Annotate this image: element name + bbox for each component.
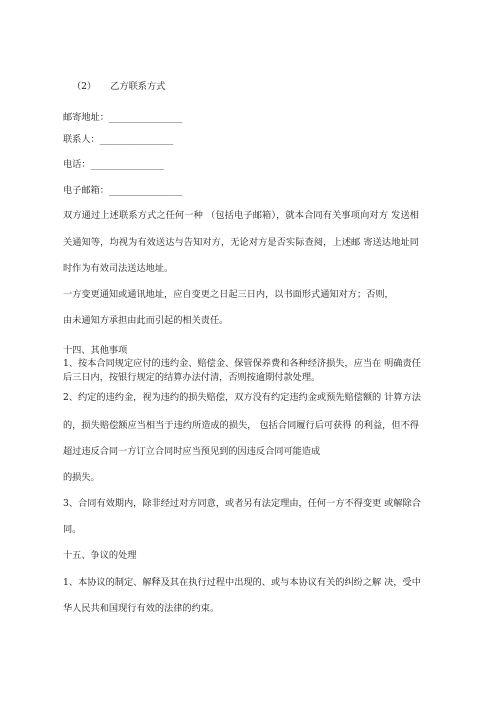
- contact-title: 乙方联系方式: [110, 81, 166, 92]
- notice-line-4: 一方变更通知或通讯地址，应自变更之日起三日内，以书面形式通知对方；否则，: [63, 289, 394, 300]
- notice-line-5: 由未通知方承担由此而引起的相关责任。: [63, 315, 229, 326]
- s14-item3-line1: 3、合同有效期内，除非经过对方同意，或者另有法定理由，任何一方不得变更 或解除合: [63, 498, 421, 509]
- s14-item3-line2: 同。: [63, 524, 82, 535]
- phone-line: 电话：________________: [63, 159, 165, 170]
- section-15-title: 十五、争议的处理: [63, 550, 137, 561]
- section-14-title: 十四、其他事项: [63, 345, 128, 356]
- s14-item2-line1: 2、约定的违约金，视为违约的损失赔偿，双方没有约定违约金或预先赔偿额的 计算方法: [63, 392, 421, 403]
- contact-person-line: 联系人：________________: [63, 134, 174, 145]
- contact-number: （2）: [72, 81, 97, 92]
- s14-item1-line2: 后三日内，按银行规定的结算办法付清，否则按逾期付款处理。: [63, 372, 321, 383]
- email-line: 电子邮箱：________________: [63, 185, 183, 196]
- s15-item1-line2: 华人民共和国现行有效的法律的约束。: [63, 603, 220, 614]
- notice-line-1: 双方通过上述联系方式之任何一种 （包括电子邮箱），就本合同有关事项向对方 发送相: [63, 210, 419, 221]
- address-line: 邮寄地址：________________: [63, 112, 183, 123]
- s14-item1-line1: 1、按本合同规定应付的违约金、赔偿金、保管保养费和各种经济损失，应当在 明确责任: [63, 358, 421, 369]
- s14-item2-line3: 超过违反合同一方订立合同时应当预见到的因违反合同可能造成: [63, 446, 321, 457]
- notice-line-3: 时作为有效司法送达地址。: [63, 263, 174, 274]
- notice-line-2: 关通知等，均视为有效送达与告知对方，无论对方是否实际查阅，上述邮 寄送达地址同: [63, 237, 419, 248]
- s14-item2-line2: 的，损失赔偿额应当相当于违约所造成的损失， 包括合同履行后可获得 的利益，但不得: [63, 420, 419, 431]
- s14-item2-line4: 的损失。: [63, 472, 100, 483]
- contact-heading: [72, 81, 165, 93]
- s15-item1-line1: 1、本协议的制定、解释及其在执行过程中出现的、或与本协议有关的纠纷之解 决，受中: [63, 577, 421, 588]
